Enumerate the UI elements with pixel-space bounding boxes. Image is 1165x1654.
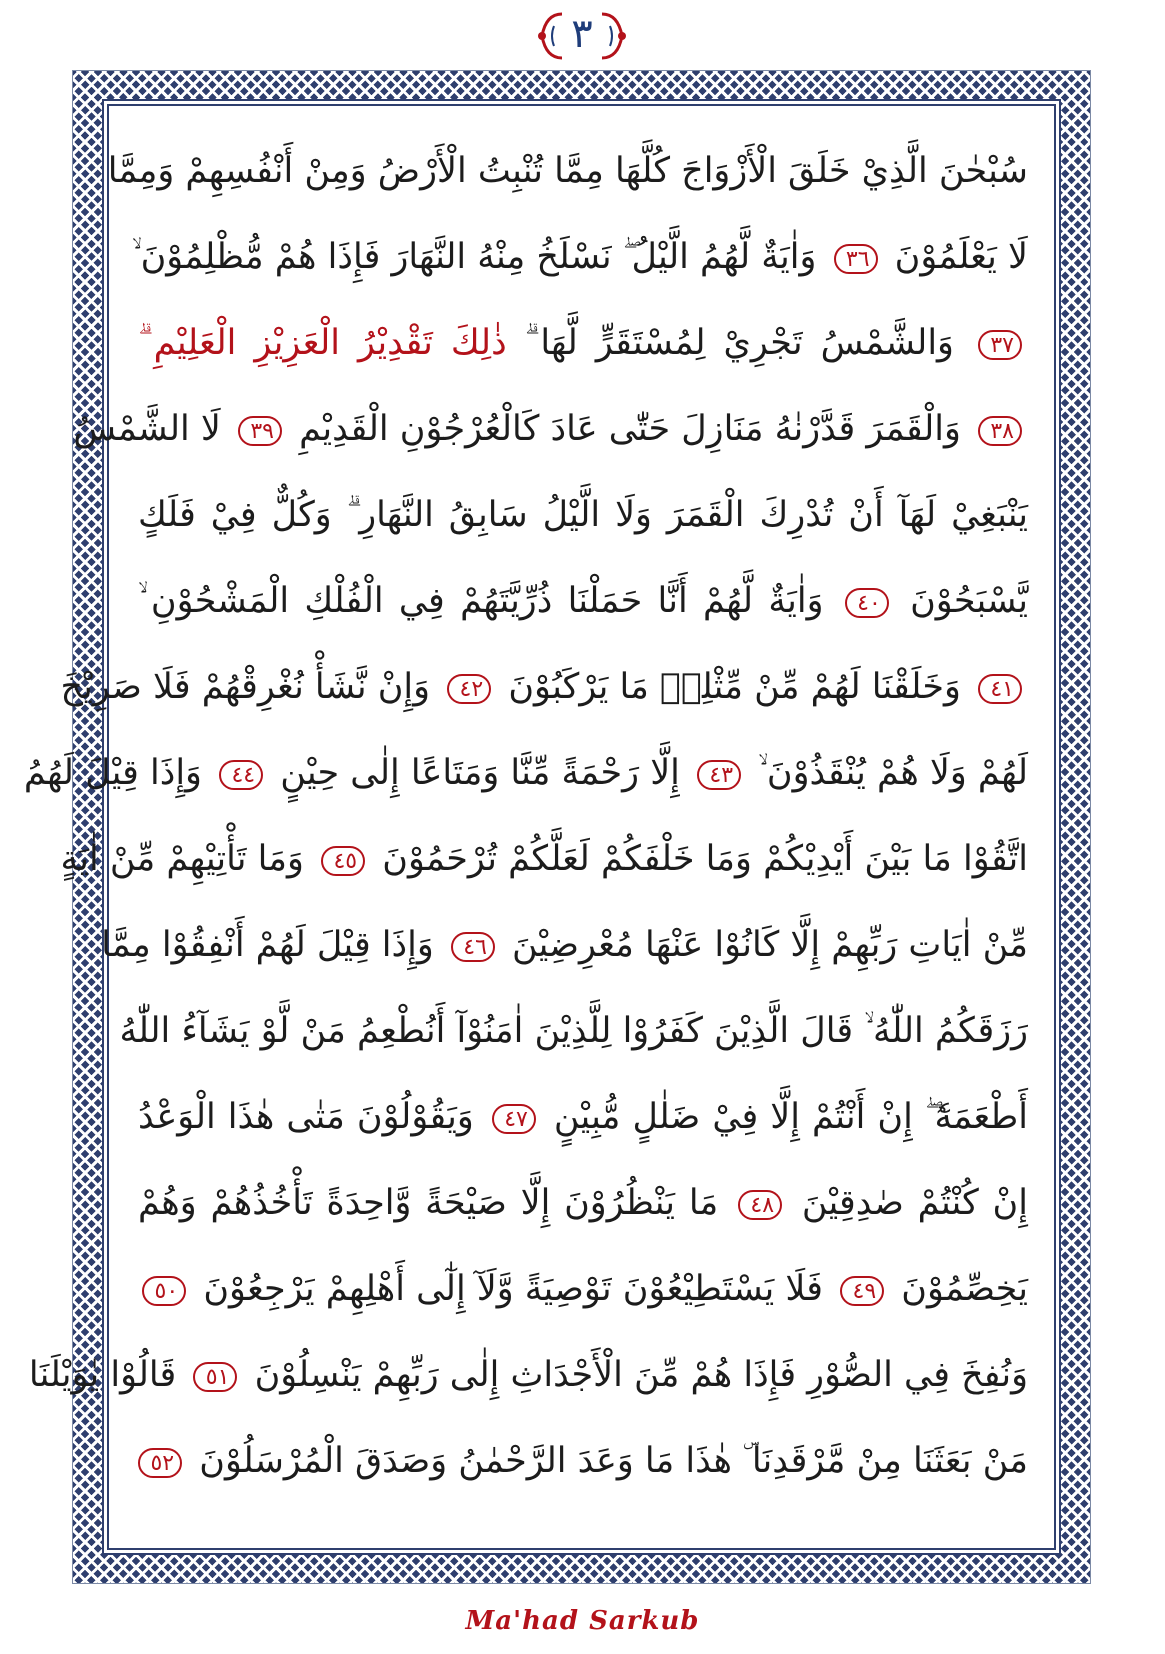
verse-text: لَا يَعْلَمُوْنَ [894, 237, 1028, 277]
verse-text: وَإِنْ نَّشَأْ نُغْرِقْهُمْ فَلَا صَرِيْخَ [60, 667, 431, 707]
ayah-number-marker: ٤٤ [219, 760, 263, 790]
ayah-number-marker: ٤٥ [321, 846, 365, 876]
verse-text: وَالْقَمَرَ قَدَّرْنٰهُ مَنَازِلَ حَتّٰى عَادَ كَالْعُرْجُوْنِ الْقَدِيْمِ [299, 409, 961, 449]
ayah-number-marker: ٤٨ [738, 1190, 782, 1220]
verse-text-block [23, 128, 1028, 1504]
verse-line [119, 988, 1028, 1074]
verse-line [107, 128, 1028, 214]
ayah-number-marker: ٥١ [193, 1362, 237, 1392]
page-number-ornament [532, 4, 632, 68]
page-number: ٣ [571, 11, 593, 57]
ayah-number-marker: ٥٢ [138, 1448, 182, 1478]
verse-line [138, 472, 1028, 558]
verse-text: وَاٰيَةٌ لَّهُمْ أَنَّا حَمَلْنَا ذُرِّيَّتَهُمْ فِي الْفُلْكِ الْمَشْحُوْنِ ۙ [138, 581, 824, 621]
verse-text: فَلَا يَسْتَطِيْعُوْنَ تَوْصِيَةً وَّلَآ إِلٰٓى أَهْلِهِمْ يَرْجِعُوْنَ [203, 1269, 823, 1309]
verse-text: وَنُفِخَ فِي الصُّوْرِ فَإِذَا هُمْ مِّنَ الْأَجْدَاثِ إِلٰى رَبِّهِمْ يَنْسِلُوْنَ [254, 1355, 1028, 1395]
ayah-number-marker: ٣٨ [978, 416, 1022, 446]
verse-line [73, 386, 1028, 472]
verse-text: مِّنْ اٰيَاتِ رَبِّهِمْ إِلَّا كَانُوْا عَنْهَا مُعْرِضِيْنَ [512, 925, 1028, 965]
verse-text: وَمَا تَأْتِيْهِمْ مِّنْ اٰيَةٍ [60, 839, 304, 879]
verse-line [60, 816, 1028, 902]
ayah-number-marker: ٤١ [978, 674, 1022, 704]
verse-text: سُبْحٰنَ الَّذِيْ خَلَقَ الْأَزْوَاجَ كُلَّهَا مِمَّا تُنْبِتُ الْأَرْضُ وَمِنْ أَنْفُسِهِمْ وَمِمَّا [107, 151, 1028, 191]
verse-line [138, 1246, 1028, 1332]
verse-line [60, 644, 1028, 730]
verse-line [138, 1418, 1028, 1504]
ayah-number-marker: ٣٦ [834, 244, 878, 274]
ayah-number-marker: ٤٣ [697, 760, 741, 790]
ayah-number-marker: ٤٧ [492, 1104, 536, 1134]
verse-text: أَطْعَمَهٗٓ ۖ إِنْ أَنْتُمْ إِلَّا فِيْ ضَلٰلٍ مُّبِيْنٍ [553, 1097, 1028, 1137]
verse-text: مَا يَنْظُرُوْنَ إِلَّا صَيْحَةً وَّاحِدَةً تَأْخُذُهُمْ وَهُمْ [138, 1183, 719, 1223]
verse-text: رَزَقَكُمُ اللّٰهُ ۙ قَالَ الَّذِيْنَ كَفَرُوْا لِلَّذِيْنَ اٰمَنُوْآ أَنُطْعِمُ مَنْ لَّوْ يَشَآءُ اللّٰهُ [119, 1011, 1028, 1051]
highlighted-verse-text: ذٰلِكَ تَقْدِيْرُ الْعَزِيْزِ الْعَلِيْمِ ۗ [138, 323, 507, 363]
verse-line [101, 902, 1028, 988]
verse-text: وَيَقُوْلُوْنَ مَتٰى هٰذَا الْوَعْدُ [138, 1097, 474, 1137]
verse-text: وَالشَّمْسُ تَجْرِيْ لِمُسْتَقَرٍّ لَّهَا ۗ [524, 323, 954, 363]
verse-text: وَإِذَا قِيْلَ لَهُمُ [23, 753, 202, 793]
verse-line [131, 214, 1028, 300]
verse-text: مَنْ بَعَثَنَا مِنْ مَّرْقَدِنَا ۜ هٰذَا مَا وَعَدَ الرَّحْمٰنُ وَصَدَقَ الْمُرْسَلُوْنَ [199, 1441, 1028, 1481]
verse-text: وَإِذَا قِيْلَ لَهُمْ أَنْفِقُوْا مِمَّا [101, 925, 434, 965]
verse-line [138, 1160, 1028, 1246]
verse-text: قَالُوْا يٰوَيْلَنَا [28, 1355, 177, 1395]
verse-text: يَخِصِّمُوْنَ [901, 1269, 1028, 1309]
ayah-number-marker: ٤٦ [451, 932, 495, 962]
verse-line [138, 558, 1028, 644]
footer-credit: Ma'had Sarkub [465, 1606, 700, 1636]
verse-text: لَا الشَّمْسُ [73, 409, 221, 449]
verse-text: وَخَلَقْنَا لَهُمْ مِّنْ مِّثْلِهٖ مَا يَرْكَبُوْنَ [508, 667, 961, 707]
verse-line [138, 300, 1028, 386]
verse-text: لَهُمْ وَلَا هُمْ يُنْقَذُوْنَ ۙ [758, 753, 1028, 793]
verse-text: إِنْ كُنْتُمْ صٰدِقِيْنَ [801, 1183, 1028, 1223]
ayah-number-marker: ٥٠ [142, 1276, 186, 1306]
verse-text: وَاٰيَةٌ لَّهُمُ الَّيْلُ ۖ نَسْلَخُ مِنْهُ النَّهَارَ فَإِذَا هُمْ مُّظْلِمُوْنَ ۙ [131, 237, 817, 277]
ayah-number-marker: ٣٧ [978, 330, 1022, 360]
ayah-number-marker: ٣٩ [238, 416, 282, 446]
verse-text: يَنْبَغِيْ لَهَآ أَنْ تُدْرِكَ الْقَمَرَ وَلَا الَّيْلُ سَابِقُ النَّهَارِ ۗ وَكُلٌّ فِيْ فَلَكٍ [138, 495, 1028, 535]
verse-text: يَّسْبَحُوْنَ [910, 581, 1028, 621]
ayah-number-marker: ٤٠ [845, 588, 889, 618]
verse-text: اتَّقُوْا مَا بَيْنَ أَيْدِيْكُمْ وَمَا خَلْفَكُمْ لَعَلَّكُمْ تُرْحَمُوْنَ [382, 839, 1028, 879]
ayah-number-marker: ٤٢ [447, 674, 491, 704]
verse-text: إِلَّا رَحْمَةً مِّنَّا وَمَتَاعًا إِلٰى حِيْنٍ [280, 753, 680, 793]
verse-line [23, 730, 1028, 816]
verse-line [28, 1332, 1028, 1418]
verse-line [138, 1074, 1028, 1160]
ayah-number-marker: ٤٩ [840, 1276, 884, 1306]
